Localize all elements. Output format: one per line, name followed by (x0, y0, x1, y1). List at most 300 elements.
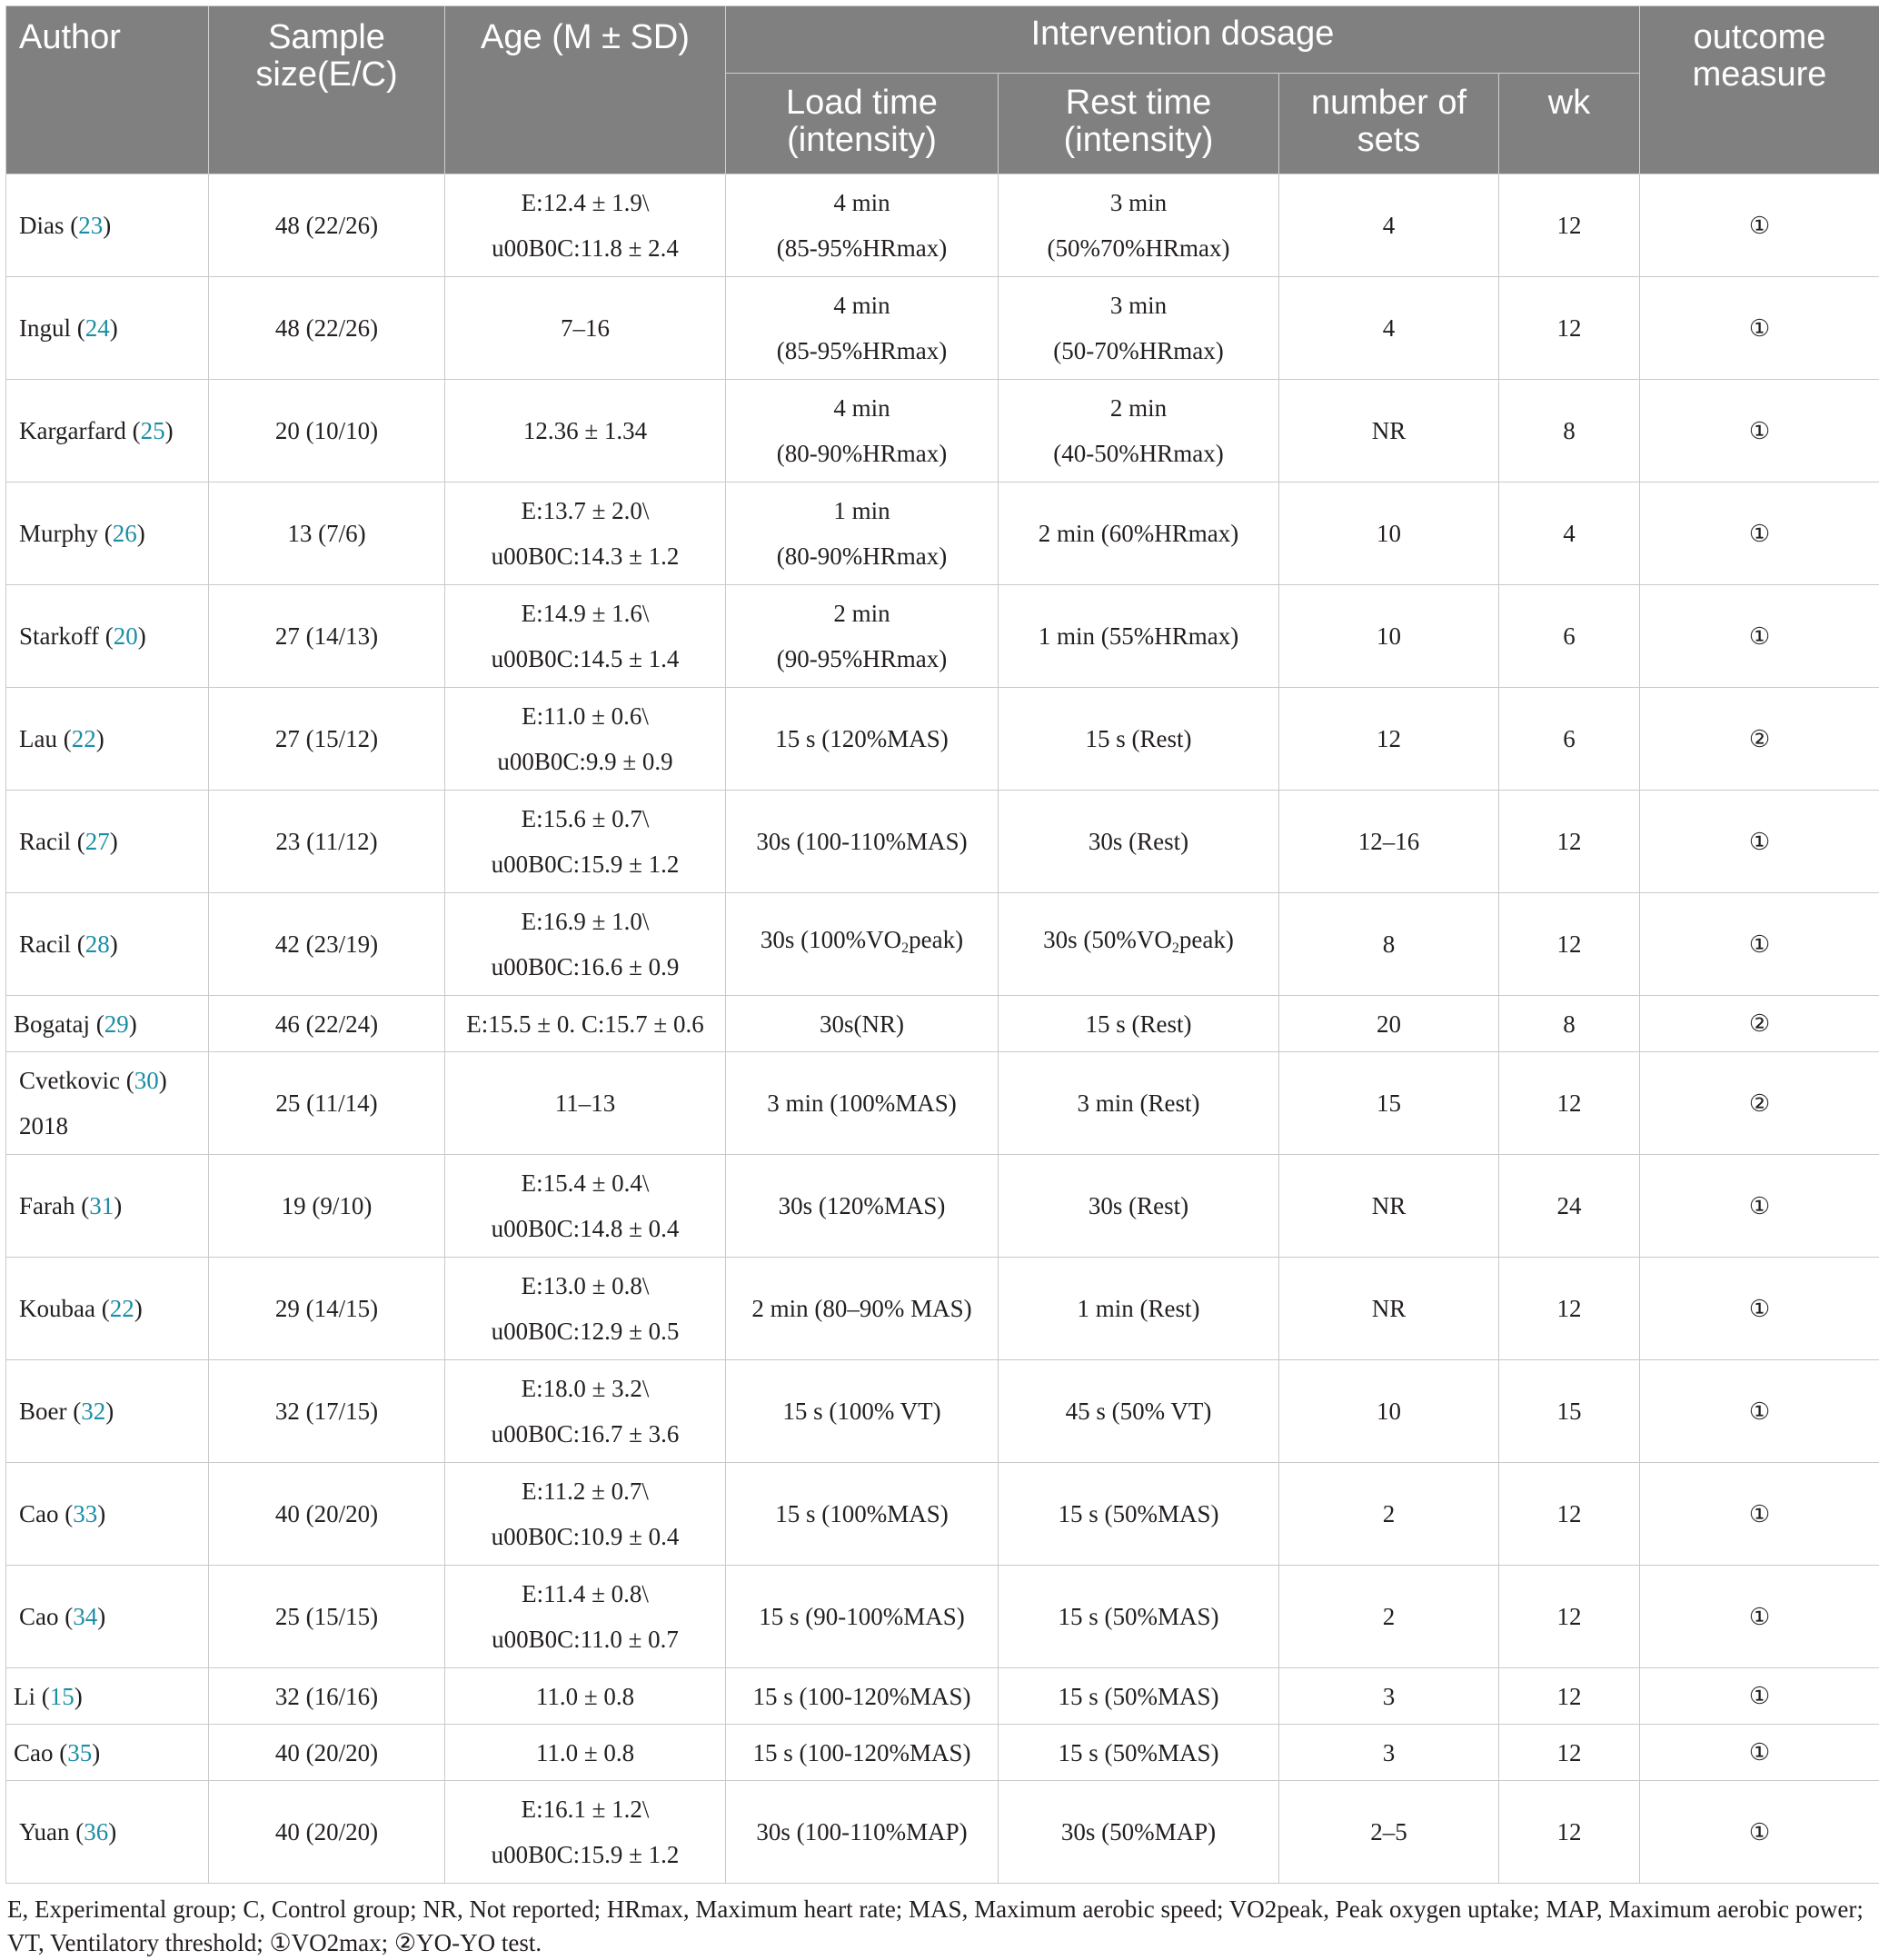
weeks: 12 (1557, 1603, 1582, 1630)
sets-cell (1279, 174, 1499, 277)
author-cell (6, 585, 209, 688)
load-time-cell (726, 791, 999, 893)
weeks-cell (1499, 1725, 1640, 1781)
load-time-line-1: 4 min (833, 189, 890, 216)
age-cell (445, 1155, 726, 1258)
reference-link[interactable]: 28 (85, 930, 110, 958)
sets-cell (1279, 1155, 1499, 1258)
age-line-1: E:16.1 ± 1.2\ (522, 1796, 650, 1823)
load-time-cell (726, 893, 999, 996)
outcome-cell (1640, 893, 1879, 996)
rest-time-cell (999, 277, 1279, 380)
sets-cell (1279, 791, 1499, 893)
load-time-cell (726, 174, 999, 277)
weeks-cell (1499, 1668, 1640, 1725)
outcome-cell (1640, 1566, 1879, 1668)
age-line-1: E:13.0 ± 0.8\ (522, 1272, 650, 1299)
sets-cell (1279, 277, 1499, 380)
age-line-1: E:11.2 ± 0.7\ (522, 1477, 649, 1505)
load-time-cell (726, 483, 999, 585)
number-of-sets: 2–5 (1370, 1818, 1407, 1846)
rest-time-line-1: 30s (50%MAP) (1061, 1818, 1216, 1846)
rest-time-line-1: 15 s (Rest) (1086, 1010, 1192, 1038)
sample-size-cell (209, 1463, 445, 1566)
sets-cell (1279, 585, 1499, 688)
author-name: Bogataj ( (14, 1010, 104, 1038)
number-of-sets: 8 (1383, 930, 1396, 958)
rest-subscript: 2 (1172, 940, 1179, 956)
outcome-measure: ② (1749, 1090, 1770, 1117)
header-author: Author (6, 6, 209, 174)
weeks-cell (1499, 1463, 1640, 1566)
age-line-1: E:14.9 ± 1.6\ (522, 600, 650, 627)
number-of-sets: 3 (1383, 1739, 1396, 1766)
age-line-2: u00B0C:15.9 ± 1.2 (492, 1841, 680, 1868)
age-line-1: E:12.4 ± 1.9\ (522, 189, 650, 216)
load-time-line-1: 30s (100-110%MAS) (756, 828, 967, 855)
outcome-measure: ① (1749, 1819, 1770, 1846)
weeks-cell (1499, 174, 1640, 277)
author-cell (6, 996, 209, 1052)
sample-size-cell (209, 483, 445, 585)
load-time-cell (726, 277, 999, 380)
rest-time-cell (999, 1566, 1279, 1668)
outcome-cell (1640, 1781, 1879, 1884)
sample-size: 25 (15/15) (275, 1603, 378, 1630)
header-load-time: Load time (intensity) (726, 74, 999, 174)
footnote-line-1: E, Experimental group; C, Control group; NR, Not reported; HRmax, Maximum heart rate; MAS, Maximum aerobic speed; VO2peak, Peak oxygen uptake; MAP, Maximum aerobic power; (7, 1893, 1874, 1926)
author-cell (6, 174, 209, 277)
sets-cell (1279, 1052, 1499, 1155)
author-name: Boer ( (19, 1398, 81, 1425)
outcome-cell (1640, 1052, 1879, 1155)
author-name: Farah ( (19, 1192, 89, 1219)
reference-link[interactable]: 34 (73, 1603, 97, 1630)
rest-time-cell (999, 1725, 1279, 1781)
rest-time-line-1: 30s (50%VO (1043, 926, 1172, 953)
load-time-line-1: 1 min (833, 497, 890, 524)
sample-size-cell (209, 893, 445, 996)
reference-link[interactable]: 35 (67, 1739, 92, 1766)
reference-link[interactable]: 25 (141, 417, 165, 444)
author-cell (6, 893, 209, 996)
age-line-2: u00B0C:14.5 ± 1.4 (492, 645, 680, 672)
weeks: 12 (1557, 1739, 1582, 1766)
rest-time-line-1: 45 s (50% VT) (1066, 1398, 1212, 1425)
number-of-sets: 2 (1383, 1603, 1396, 1630)
load-time-cell (726, 1781, 999, 1884)
sample-size-cell (209, 1781, 445, 1884)
table-row (6, 1668, 1879, 1725)
load-time-line-1: 15 s (100-120%MAS) (753, 1739, 971, 1766)
load-time-line-1: 15 s (120%MAS) (775, 725, 949, 752)
number-of-sets: 12–16 (1358, 828, 1420, 855)
author-name: Ingul ( (19, 314, 85, 342)
reference-link[interactable]: 32 (81, 1398, 105, 1425)
reference-link[interactable]: 26 (113, 520, 137, 547)
author-name: Koubaa ( (19, 1295, 110, 1322)
table-row (6, 1360, 1879, 1463)
table-row (6, 1566, 1879, 1668)
sets-cell (1279, 483, 1499, 585)
load-time-cell (726, 996, 999, 1052)
outcome-cell (1640, 380, 1879, 483)
reference-link[interactable]: 31 (89, 1192, 114, 1219)
weeks: 12 (1557, 1683, 1582, 1710)
age-line-1: 11.0 ± 0.8 (536, 1683, 634, 1710)
weeks-cell (1499, 277, 1640, 380)
rest-time-tail: peak) (1179, 926, 1234, 953)
age-line-1: E:15.6 ± 0.7\ (522, 805, 650, 832)
sets-cell (1279, 1781, 1499, 1884)
author-suffix: ) (129, 1010, 137, 1038)
sample-size-cell (209, 1725, 445, 1781)
outcome-cell (1640, 688, 1879, 791)
rest-time-line-1: 3 min (1110, 292, 1167, 319)
author-cell (6, 791, 209, 893)
author-name: Murphy ( (19, 520, 113, 547)
author-suffix: ) (105, 1398, 114, 1425)
table-figure (5, 5, 1879, 1960)
rest-time-line-1: 30s (Rest) (1089, 828, 1188, 855)
weeks: 12 (1557, 1089, 1582, 1117)
reference-link[interactable]: 29 (104, 1010, 129, 1038)
age-line-2: u00B0C:11.0 ± 0.7 (492, 1626, 679, 1653)
rest-time-cell (999, 1781, 1279, 1884)
outcome-cell (1640, 1725, 1879, 1781)
age-line-2: u00B0C:12.9 ± 0.5 (492, 1318, 680, 1345)
sample-size: 27 (15/12) (275, 725, 378, 752)
rest-time-cell (999, 174, 1279, 277)
age-cell (445, 791, 726, 893)
outcome-measure: ② (1749, 726, 1770, 752)
age-cell (445, 483, 726, 585)
load-time-line-1: 2 min (833, 600, 890, 627)
weeks: 12 (1557, 930, 1582, 958)
outcome-measure: ① (1749, 1739, 1770, 1766)
weeks-cell (1499, 1258, 1640, 1360)
sample-size-cell (209, 1566, 445, 1668)
sample-size: 20 (10/10) (275, 417, 378, 444)
age-cell (445, 585, 726, 688)
sample-size: 13 (7/6) (287, 520, 365, 547)
author-name: Cao ( (19, 1500, 73, 1527)
reference-link[interactable]: 27 (85, 828, 110, 855)
author-name: Cvetkovic ( (19, 1067, 134, 1094)
age-cell (445, 893, 726, 996)
number-of-sets: 10 (1377, 1398, 1401, 1425)
age-line-2: u00B0C:10.9 ± 0.4 (492, 1523, 680, 1550)
table-row (6, 483, 1879, 585)
author-name: Racil ( (19, 930, 85, 958)
number-of-sets: 15 (1377, 1089, 1401, 1117)
load-subscript: 2 (901, 940, 909, 956)
age-cell (445, 380, 726, 483)
sample-size: 48 (22/26) (275, 314, 378, 342)
weeks: 12 (1557, 212, 1582, 239)
number-of-sets: 4 (1383, 212, 1396, 239)
sets-cell (1279, 1258, 1499, 1360)
reference-link[interactable]: 20 (114, 622, 138, 650)
author-suffix: ) (96, 725, 104, 752)
load-time-cell (726, 585, 999, 688)
sample-size-cell (209, 174, 445, 277)
author-suffix: ) (134, 1295, 143, 1322)
author-name: Lau ( (19, 725, 72, 752)
outcome-measure: ① (1749, 829, 1770, 855)
weeks-cell (1499, 483, 1640, 585)
age-cell (445, 1360, 726, 1463)
age-line-1: E:16.9 ± 1.0\ (522, 908, 650, 935)
load-time-line-1: 30s (100-110%MAP) (756, 1818, 967, 1846)
age-cell (445, 1258, 726, 1360)
outcome-cell (1640, 996, 1879, 1052)
sample-size: 32 (16/16) (275, 1683, 378, 1710)
outcome-measure: ① (1749, 931, 1770, 958)
rest-time-line-1: 3 min (1110, 189, 1167, 216)
author-suffix: ) (97, 1500, 105, 1527)
reference-link[interactable]: 33 (73, 1500, 97, 1527)
load-time-cell (726, 1725, 999, 1781)
load-time-cell (726, 688, 999, 791)
table-header (6, 6, 1879, 174)
reference-link[interactable]: 23 (78, 212, 103, 239)
load-time-line-1: 15 s (90-100%MAS) (759, 1603, 965, 1630)
load-time-line-1: 4 min (833, 292, 890, 319)
sets-cell (1279, 893, 1499, 996)
rest-time-line-1: 15 s (50%MAS) (1058, 1683, 1218, 1710)
load-time-line-1: 3 min (100%MAS) (767, 1089, 957, 1117)
number-of-sets: 10 (1377, 520, 1401, 547)
author-cell (6, 1360, 209, 1463)
author-name: Starkoff ( (19, 622, 114, 650)
author-cell (6, 1781, 209, 1884)
sample-size: 40 (20/20) (275, 1818, 378, 1846)
rest-time-cell (999, 380, 1279, 483)
sets-cell (1279, 380, 1499, 483)
reference-link[interactable]: 30 (134, 1067, 159, 1094)
load-time-line-1: 4 min (833, 394, 890, 422)
rest-time-cell (999, 893, 1279, 996)
author-name: Cao ( (19, 1603, 73, 1630)
author-suffix: ) (137, 520, 145, 547)
rest-time-cell (999, 1155, 1279, 1258)
rest-time-line-1: 3 min (Rest) (1078, 1089, 1200, 1117)
load-time-cell (726, 380, 999, 483)
hiit-studies-table (5, 5, 1879, 1884)
author-cell (6, 1463, 209, 1566)
weeks-cell (1499, 1052, 1640, 1155)
outcome-measure: ① (1749, 1683, 1770, 1709)
load-time-line-1: 15 s (100%MAS) (775, 1500, 949, 1527)
table-row (6, 277, 1879, 380)
author-cell (6, 1725, 209, 1781)
sample-size-cell (209, 277, 445, 380)
outcome-measure: ① (1749, 1501, 1770, 1527)
rest-time-line-1: 1 min (55%HRmax) (1039, 622, 1238, 650)
author-suffix: ) (97, 1603, 105, 1630)
sets-cell (1279, 1566, 1499, 1668)
reference-link[interactable]: 36 (84, 1818, 108, 1846)
author-suffix: ) (159, 1067, 167, 1094)
weeks: 24 (1557, 1192, 1582, 1219)
author-name: Kargarfard ( (19, 417, 141, 444)
age-cell (445, 277, 726, 380)
rest-time-line-1: 30s (Rest) (1089, 1192, 1188, 1219)
sample-size: 46 (22/24) (275, 1010, 378, 1038)
author-name: Cao ( (14, 1739, 67, 1766)
outcome-measure: ② (1749, 1010, 1770, 1037)
reference-link[interactable]: 22 (72, 725, 96, 752)
weeks-cell (1499, 688, 1640, 791)
header-number-of-sets: number of sets (1279, 74, 1499, 174)
age-line-2: u00B0C:9.9 ± 0.9 (497, 748, 672, 775)
sample-size: 32 (17/15) (275, 1398, 378, 1425)
outcome-cell (1640, 277, 1879, 380)
load-time-line-1: 30s (120%MAS) (779, 1192, 946, 1219)
table-row (6, 380, 1879, 483)
outcome-measure: ① (1749, 418, 1770, 444)
sets-cell (1279, 1463, 1499, 1566)
age-line-2: u00B0C:16.7 ± 3.6 (492, 1420, 680, 1448)
weeks: 4 (1563, 520, 1576, 547)
author-suffix: ) (103, 212, 111, 239)
load-time-cell (726, 1258, 999, 1360)
sets-cell (1279, 996, 1499, 1052)
header-age: Age (M ± SD) (445, 6, 726, 174)
age-cell (445, 1668, 726, 1725)
number-of-sets: 2 (1383, 1500, 1396, 1527)
number-of-sets: NR (1372, 1192, 1407, 1219)
reference-link[interactable]: 22 (110, 1295, 134, 1322)
author-cell (6, 688, 209, 791)
reference-link[interactable]: 15 (50, 1683, 75, 1710)
load-time-cell (726, 1052, 999, 1155)
table-row (6, 688, 1879, 791)
rest-time-cell (999, 1463, 1279, 1566)
number-of-sets: 10 (1377, 622, 1401, 650)
load-time-line-1: 15 s (100% VT) (782, 1398, 940, 1425)
author-name: Dias ( (19, 212, 78, 239)
load-time-cell (726, 1463, 999, 1566)
weeks: 12 (1557, 1818, 1582, 1846)
rest-time-cell (999, 483, 1279, 585)
author-cell (6, 1668, 209, 1725)
outcome-cell (1640, 1668, 1879, 1725)
sample-size-cell (209, 1258, 445, 1360)
outcome-measure: ① (1749, 1193, 1770, 1219)
load-time-line-2: (85-95%HRmax) (777, 337, 947, 364)
age-line-1: 12.36 ± 1.34 (523, 417, 647, 444)
reference-link[interactable]: 24 (85, 314, 110, 342)
rest-time-line-2: (50%70%HRmax) (1048, 234, 1230, 262)
table-row (6, 996, 1879, 1052)
header-intervention-dosage: Intervention dosage (726, 6, 1640, 74)
sample-size-cell (209, 380, 445, 483)
outcome-cell (1640, 1360, 1879, 1463)
author-cell (6, 380, 209, 483)
weeks-cell (1499, 893, 1640, 996)
number-of-sets: 12 (1377, 725, 1401, 752)
weeks-cell (1499, 1781, 1640, 1884)
outcome-measure: ① (1749, 521, 1770, 547)
load-time-line-2: (80-90%HRmax) (777, 440, 947, 467)
author-suffix: ) (138, 622, 146, 650)
author-name: Yuan ( (19, 1818, 84, 1846)
sample-size: 25 (11/14) (275, 1089, 377, 1117)
author-suffix: ) (110, 828, 118, 855)
weeks-cell (1499, 996, 1640, 1052)
rest-time-line-1: 15 s (50%MAS) (1058, 1739, 1218, 1766)
number-of-sets: 20 (1377, 1010, 1401, 1038)
load-time-cell (726, 1566, 999, 1668)
author-suffix: ) (110, 930, 118, 958)
author-cell (6, 1258, 209, 1360)
header-outcome-measure: outcome measure (1640, 6, 1879, 174)
sample-size: 29 (14/15) (275, 1295, 378, 1322)
table-row (6, 1258, 1879, 1360)
outcome-measure: ① (1749, 1398, 1770, 1425)
footnote-line-2: VT, Ventilatory threshold; ①VO2max; ②YO-YO test. (7, 1926, 1874, 1960)
author-suffix: ) (75, 1683, 83, 1710)
age-cell (445, 1463, 726, 1566)
age-cell (445, 1781, 726, 1884)
sample-size-cell (209, 791, 445, 893)
weeks-cell (1499, 1566, 1640, 1668)
author-suffix: ) (110, 314, 118, 342)
weeks-cell (1499, 585, 1640, 688)
age-line-2: u00B0C:14.3 ± 1.2 (492, 542, 680, 570)
weeks: 15 (1557, 1398, 1582, 1425)
age-line-2: u00B0C:14.8 ± 0.4 (492, 1215, 680, 1242)
age-line-1: E:15.5 ± 0. C:15.7 ± 0.6 (466, 1010, 703, 1038)
sample-size-cell (209, 1360, 445, 1463)
rest-time-cell (999, 791, 1279, 893)
age-line-2: u00B0C:15.9 ± 1.2 (492, 851, 680, 878)
weeks-cell (1499, 791, 1640, 893)
load-time-cell (726, 1155, 999, 1258)
table-row (6, 1463, 1879, 1566)
weeks-cell (1499, 380, 1640, 483)
sample-size: 42 (23/19) (275, 930, 378, 958)
rest-time-cell (999, 688, 1279, 791)
age-line-1: E:15.4 ± 0.4\ (522, 1169, 650, 1197)
outcome-measure: ① (1749, 623, 1770, 650)
author-cell (6, 1155, 209, 1258)
header-rest-time: Rest time (intensity) (999, 74, 1279, 174)
table-row (6, 1725, 1879, 1781)
weeks: 8 (1563, 417, 1576, 444)
load-time-line-1: 30s(NR) (820, 1010, 904, 1038)
age-cell (445, 996, 726, 1052)
author-cell (6, 483, 209, 585)
load-time-cell (726, 1360, 999, 1463)
load-time-line-1: 15 s (100-120%MAS) (753, 1683, 971, 1710)
number-of-sets: NR (1372, 417, 1407, 444)
number-of-sets: 3 (1383, 1683, 1396, 1710)
age-line-1: E:13.7 ± 2.0\ (522, 497, 650, 524)
sample-size-cell (209, 1155, 445, 1258)
outcome-cell (1640, 1258, 1879, 1360)
table-row (6, 893, 1879, 996)
outcome-cell (1640, 174, 1879, 277)
sample-size: 40 (20/20) (275, 1500, 378, 1527)
table-footnote (5, 1884, 1874, 1960)
sample-size: 19 (9/10) (282, 1192, 373, 1219)
author-suffix: ) (165, 417, 174, 444)
sets-cell (1279, 1360, 1499, 1463)
rest-time-line-1: 15 s (50%MAS) (1058, 1603, 1218, 1630)
